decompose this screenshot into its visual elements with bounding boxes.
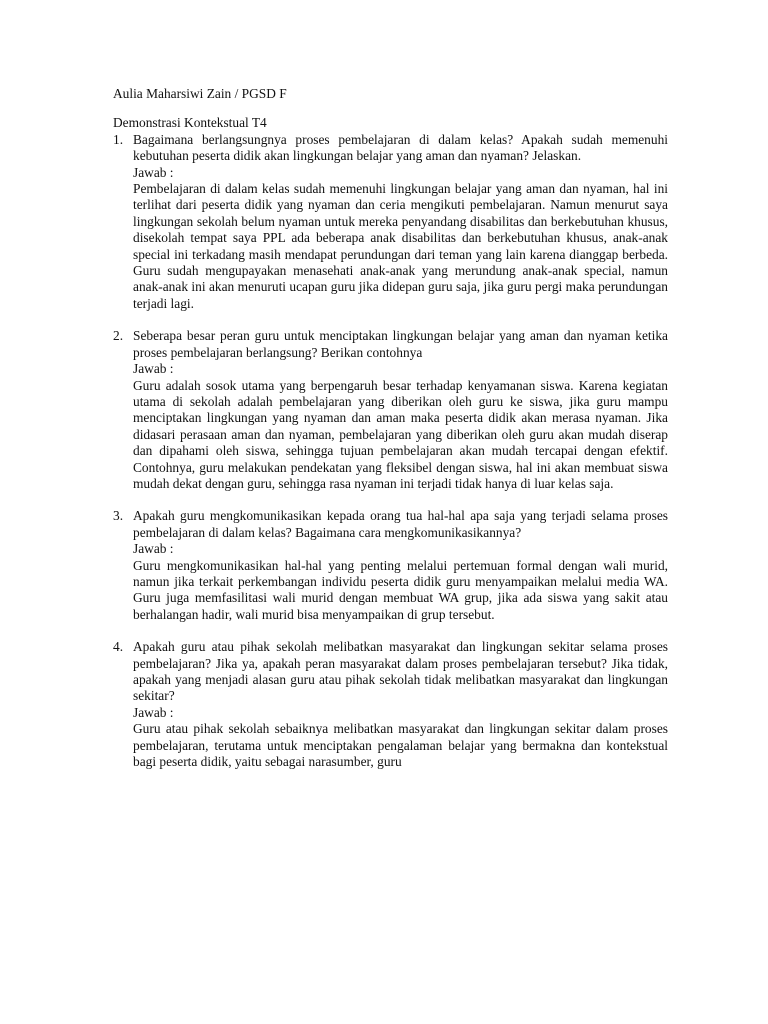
- answer-text: Guru atau pihak sekolah sebaiknya melibatkan masyarakat dan lingkungan sekitar dalam proses pembelajaran, terutama untuk menciptakan pengalaman belajar yang bermakna dan kontekstual bagi peserta didik, yaitu sebagai narasumber, guru: [133, 721, 668, 770]
- question-text: Apakah guru mengkomunikasikan kepada orang tua hal-hal apa saja yang terjadi selama proses pembelajaran di dalam kelas? Bagaimana cara mengkomunikasikannya?: [133, 508, 668, 540]
- question-text: Apakah guru atau pihak sekolah melibatkan masyarakat dan lingkungan sekitar selama proses pembelajaran? Jika ya, apakah peran masyarakat dalam proses pembelajaran tersebut? Jika tidak, apakah yang menjadi alasan guru atau pihak sekolah tidak melibatkan masyarakat dan lingkungan sekitar?: [133, 639, 668, 704]
- author-line: Aulia Maharsiwi Zain / PGSD F: [113, 86, 287, 101]
- answer-text: Pembelajaran di dalam kelas sudah memenuhi lingkungan belajar yang aman dan nyaman, hal ini terlihat dari peserta didik yang nyaman dan ceria mengikuti pembelajaran. Namun menurut saya lingkungan sekolah belum nyaman untuk mereka penyandang disabilitas dan berkebutuhan khusus, disekolah tempat saya PPL ada beberapa anak disabilitas dan berkebutuhan khusus, anak-anak special ini terkadang masih mendapat perundungan dari teman yang lain karena dianggap berbeda. Guru sudah mengupayakan menasehati anak-anak yang merundung anak-anak special, namun anak-anak ini akan menuruti ucapan guru jika didepan guru saja, jika guru pergi maka perundungan terjadi lagi.: [133, 181, 668, 311]
- answer-text: Guru mengkomunikasikan hal-hal yang penting melalui pertemuan formal dengan wali murid, namun jika terkait perkembangan individu peserta didik guru menyampaikan melalui media WA. Guru juga memfasilitasi wali murid dengan membuat WA grup, jika ada siswa yang sakit atau berhalangan hadir, wali murid bisa menyampaikan di grup tersebut.: [133, 557, 668, 622]
- document-body: [113, 86, 668, 786]
- answer-label: Jawab :: [133, 164, 174, 180]
- question-item: [113, 508, 668, 623]
- answer-text: Guru adalah sosok utama yang berpengaruh besar terhadap kenyamanan siswa. Karena kegiatan utama di sekolah adalah pembelajaran yang diberikan oleh guru ke siswa, jika guru mampu menciptakan lingkungan yang nyaman dan aman maka peserta didik akan merasa nyaman. Jika didasari perasaan aman dan nyaman, pembelajaran yang diberikan oleh guru akan mudah diserap dan dipahami oleh siswa, sehingga tujuan pembelajaran akan mudah tercapai dengan efektif. Contohnya, guru melakukan pendekatan yang fleksibel dengan siswa, hal ini akan membuat siswa mudah dekat dengan guru, sehingga rasa nyaman ini terjadi tidak hanya di luar kelas saja.: [133, 377, 668, 491]
- question-text: Seberapa besar peran guru untuk menciptakan lingkungan belajar yang aman dan nyaman ketika proses pembelajaran berlangsung? Berikan contohnya: [133, 328, 668, 360]
- question-list: [113, 132, 668, 771]
- answer-label: Jawab :: [133, 704, 174, 720]
- question-item: [113, 132, 668, 312]
- document-title: Demonstrasi Kontekstual T4: [113, 115, 267, 131]
- question-number: 3.: [113, 508, 124, 524]
- question-number: 4.: [113, 639, 124, 655]
- question-item: [113, 639, 668, 770]
- question-text: Bagaimana berlangsungnya proses pembelajaran di dalam kelas? Apakah sudah memenuhi kebutuhan peserta didik akan lingkungan belajar yang aman dan nyaman? Jelaskan.: [133, 131, 668, 164]
- question-number: 1.: [113, 131, 124, 147]
- answer-label: Jawab :: [133, 361, 174, 377]
- question-item: [113, 328, 668, 492]
- spacer: [113, 102, 668, 115]
- answer-label: Jawab :: [133, 541, 174, 557]
- question-number: 2.: [113, 328, 124, 344]
